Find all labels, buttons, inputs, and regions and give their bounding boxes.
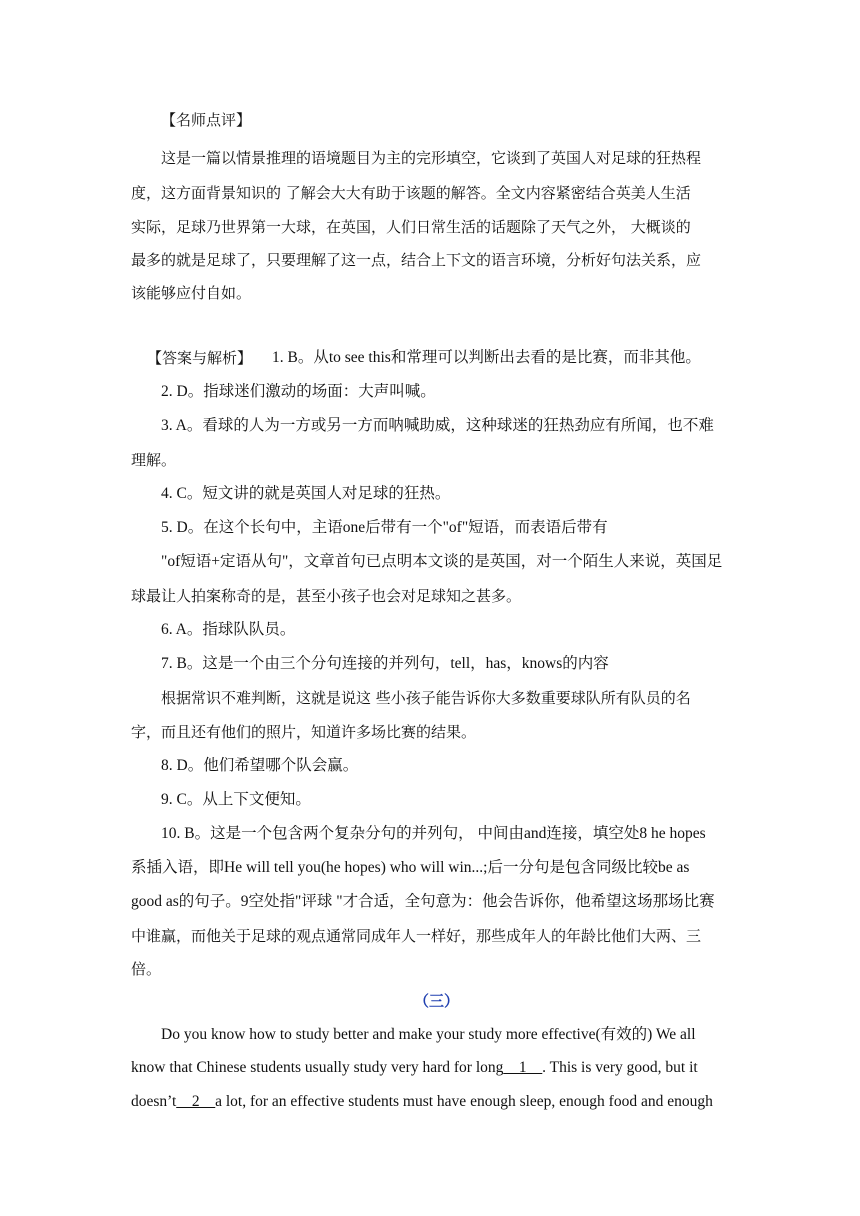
passage-line-3 bbox=[131, 1092, 713, 1112]
answer-line-10b: 系插入语，即He will tell you(he hopes) who will win...;后一分句是包含同级比较be as bbox=[131, 859, 690, 876]
passage-line-2-start: know that Chinese students usually study very hard for long bbox=[131, 1059, 504, 1076]
answer-line-7b: 根据常识不难判断，这就是说这 些小孩子能告诉你大多数重要球队所有队员的名 bbox=[161, 689, 691, 707]
answer-line-10d: 中谁赢，而他关于足球的观点通常同成年人一样好，那些成年人的年龄比他们大两、三 bbox=[131, 927, 702, 945]
passage-line-3-end: a lot, for an effective students must have enough sleep, enough food and enough bbox=[215, 1093, 713, 1110]
passage-line-2 bbox=[131, 1058, 698, 1078]
passage-line-1: Do you know how to study better and make your study more effective(有效的) We all bbox=[161, 1026, 696, 1043]
answer-line-7: 7. B。这是一个由三个分句连接的并列句，tell，has，knows的内容 bbox=[161, 655, 609, 672]
review-line-4: 最多的就是足球了，只要理解了这一点，结合上下文的语言环境，分析好句法关系，应 bbox=[131, 251, 702, 269]
answer-line-8: 8. D。他们希望哪个队会赢。 bbox=[161, 757, 359, 774]
answer-line-10e: 倍。 bbox=[131, 960, 162, 978]
blank-2: __2__ bbox=[176, 1093, 216, 1110]
answer-line-10c: good as的句子。9空处指"评球 "才合适，全句意为：他会告诉你，他希望这场那场比赛 bbox=[131, 893, 715, 910]
answer-line-3b: 理解。 bbox=[131, 451, 177, 469]
answer-line-10: 10. B。这是一个包含两个复杂分句的并列句， 中间由and连接，填空处8 he hopes bbox=[161, 825, 706, 842]
section-heading: （三） bbox=[414, 992, 460, 1010]
answer-line-1: 1. B。从to see this和常理可以判断出去看的是比赛，而非其他。 bbox=[272, 349, 701, 366]
answer-line-3: 3. A。看球的人为一方或另一方而呐喊助威，这种球迷的狂热劲应有所闻，也不难 bbox=[161, 417, 714, 434]
answer-line-7c: 字，而且还有他们的照片，知道许多场比赛的结果。 bbox=[131, 723, 477, 741]
answer-line-2: 2. D。指球迷们激动的场面：大声叫喊。 bbox=[161, 383, 436, 400]
passage-line-3-start: doesn’t bbox=[131, 1093, 177, 1110]
review-line-3: 实际，足球乃世界第一大球，在英国，人们日常生活的话题除了天气之外， 大概谈的 bbox=[131, 218, 691, 236]
review-title: 【名师点评】 bbox=[161, 111, 252, 129]
blank-1: __1__ bbox=[503, 1059, 543, 1076]
review-line-1: 这是一篇以情景推理的语境题目为主的完形填空，它谈到了英国人对足球的狂热程 bbox=[161, 149, 702, 167]
answer-line-6: 6. A。指球队队员。 bbox=[161, 621, 296, 638]
answer-line-5c: 球最让人拍案称奇的是，甚至小孩子也会对足球知之甚多。 bbox=[131, 587, 522, 605]
answer-line-4: 4. C。短文讲的就是英国人对足球的狂热。 bbox=[161, 485, 451, 502]
answers-label: 【答案与解析】 bbox=[147, 349, 253, 367]
review-line-2: 度，这方面背景知识的 了解会大大有助于该题的解答。全文内容紧密结合英美人生活 bbox=[131, 184, 691, 202]
review-line-5: 该能够应付自如。 bbox=[131, 284, 252, 302]
passage-line-2-end: . This is very good, but it bbox=[542, 1059, 698, 1076]
answer-line-9: 9. C。从上下文便知。 bbox=[161, 791, 311, 808]
answer-line-5: 5. D。在这个长句中，主语one后带有一个"of"短语，而表语后带有 bbox=[161, 519, 608, 536]
answer-line-5b: "of短语+定语从句"，文章首句已点明本文谈的是英国，对一个陌生人来说，英国足 bbox=[161, 553, 723, 570]
